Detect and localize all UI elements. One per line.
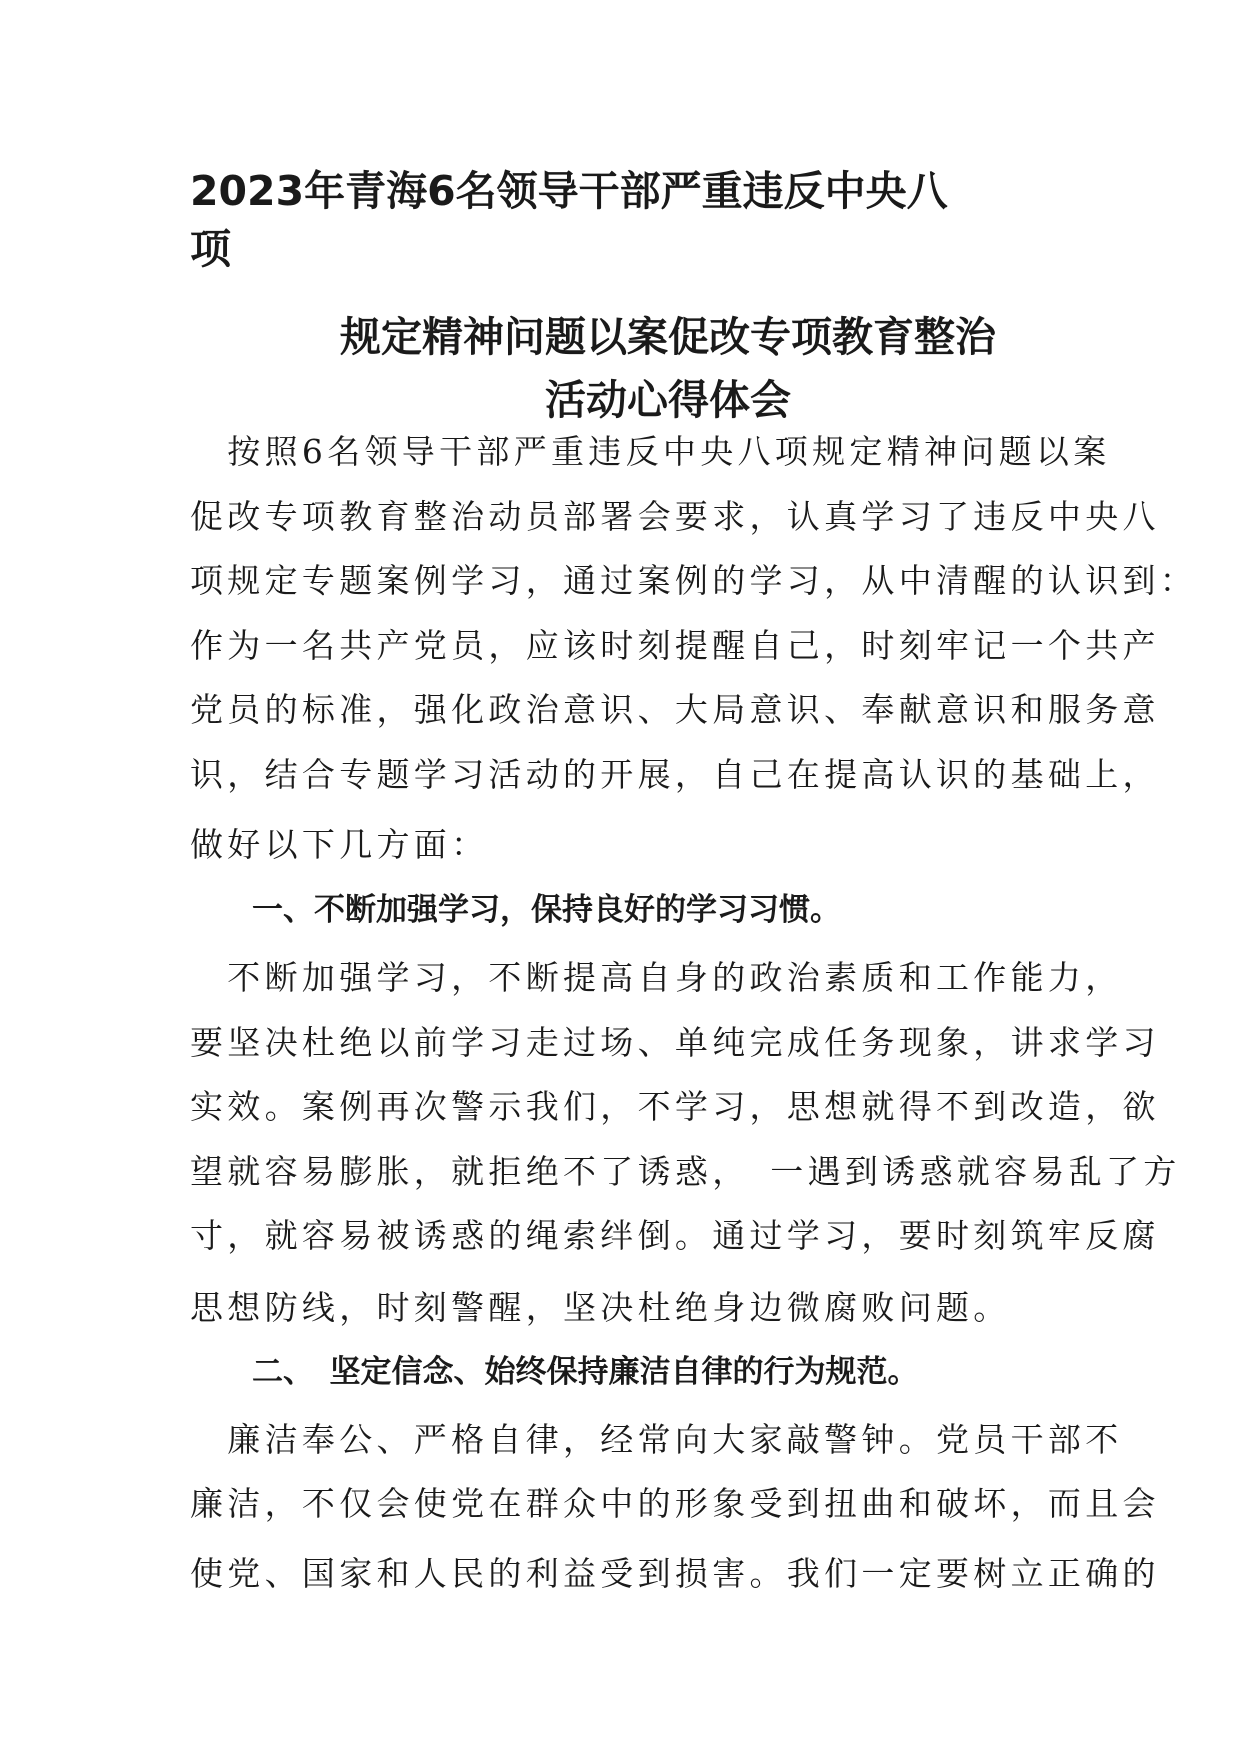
document-title-line-1: 2023年青海6名领导干部严重违反中央八 bbox=[190, 167, 948, 215]
paragraph-2-line: 寸，就容易被诱惑的绳索绊倒。通过学习，要时刻筑牢反腐 bbox=[190, 1216, 1160, 1255]
paragraph-2-line: 思想防线，时刻警醒，坚决杜绝身边微腐败问题。 bbox=[190, 1288, 1011, 1327]
paragraph-2-line: 要坚决杜绝以前学习走过场、单纯完成任务现象，讲求学习 bbox=[190, 1023, 1160, 1062]
paragraph-1-line: 作为一名共产党员，应该时刻提醒自己，时刻牢记一个共产 bbox=[190, 626, 1160, 665]
section-heading-2: 二、 坚定信念、始终保持廉洁自律的行为规范。 bbox=[252, 1354, 919, 1390]
paragraph-3-line: 廉洁，不仅会使党在群众中的形象受到扭曲和破坏，而且会 bbox=[190, 1484, 1160, 1523]
paragraph-1-line: 党员的标准，强化政治意识、大局意识、奉献意识和服务意 bbox=[190, 690, 1160, 729]
paragraph-1-line: 促改专项教育整治动员部署会要求，认真学习了违反中央八 bbox=[190, 497, 1160, 536]
paragraph-1-line: 做好以下几方面： bbox=[190, 825, 489, 864]
section-heading-1: 一、不断加强学习，保持良好的学习习惯。 bbox=[252, 892, 841, 928]
paragraph-2-line: 不断加强学习，不断提高自身的政治素质和工作能力， bbox=[190, 958, 1123, 997]
document-title-line-2: 项 bbox=[190, 225, 231, 273]
paragraph-3-line: 使党、国家和人民的利益受到损害。我们一定要树立正确的 bbox=[190, 1554, 1160, 1593]
document-subtitle-line-2: 活动心得体会 bbox=[545, 376, 791, 424]
paragraph-1-line: 项规定专题案例学习，通过案例的学习，从中清醒的认识到： bbox=[190, 561, 1198, 600]
paragraph-2-line: 望就容易膨胀，就拒绝不了诱惑， 一遇到诱惑就容易乱了方 bbox=[190, 1152, 1181, 1191]
paragraph-1-line: 按照6名领导干部严重违反中央八项规定精神问题以案 bbox=[190, 432, 1111, 471]
document-subtitle-line-1: 规定精神问题以案促改专项教育整治 bbox=[340, 313, 996, 361]
paragraph-3-line: 廉洁奉公、严格自律，经常向大家敲警钟。党员干部不 bbox=[190, 1420, 1123, 1459]
paragraph-2-line: 实效。案例再次警示我们，不学习，思想就得不到改造，欲 bbox=[190, 1087, 1160, 1126]
paragraph-1-line: 识，结合专题学习活动的开展，自己在提高认识的基础上， bbox=[190, 755, 1160, 794]
